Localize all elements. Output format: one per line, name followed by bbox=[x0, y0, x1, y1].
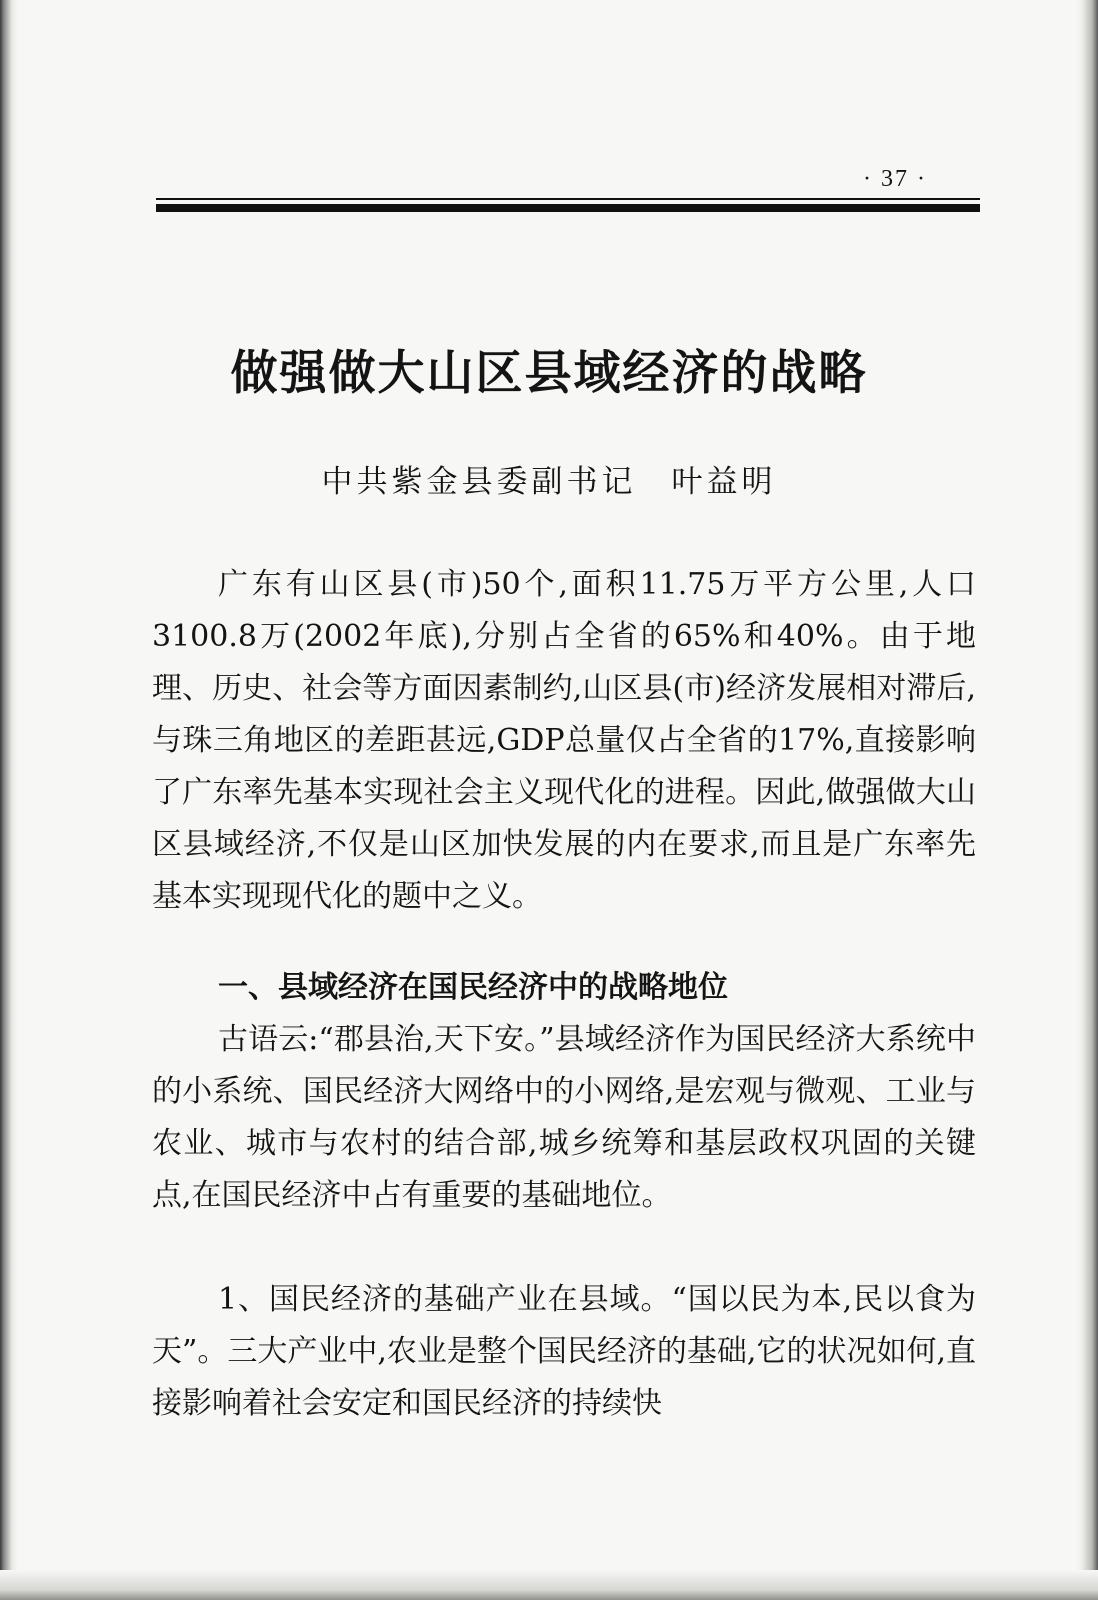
section-paragraph-point-1: 1、国民经济的基础产业在县域。“国以民为本,民以食为天”。三大产业中,农业是整个国民经济的基础,它的状况如何,直接影响着社会安定和国民经济的持续快 bbox=[152, 1282, 976, 1421]
page-number: · 37 · bbox=[863, 166, 927, 192]
section-paragraph: 古语云:“郡县治,天下安。”县域经济作为国民经济大系统中的小系统、国民经济大网络中的小网络,是宏观与微观、工业与农业、城市与农村的结合部,城乡统筹和基层政权巩固的关键点,在国民经济中占有重要的基础地位。 bbox=[152, 1022, 976, 1213]
scan-edge-left bbox=[0, 0, 18, 1600]
scan-edge-bottom bbox=[0, 1570, 1098, 1600]
scan-edge-right bbox=[1076, 0, 1098, 1600]
article-title: 做强做大山区县域经济的战略 bbox=[230, 346, 868, 401]
header-rule-thick bbox=[156, 204, 980, 212]
header-rule-thin bbox=[156, 198, 980, 200]
section-heading: 一、县域经济在国民经济中的战略地位 bbox=[218, 970, 728, 1005]
intro-paragraph: 广东有山区县(市)50个,面积11.75万平方公里,人口3100.8万(2002年底),分别占全省的65%和40%。由于地理、历史、社会等方面因素制约,山区县(市)经济发展相对滞后,与珠三角地区的差距甚远,GDP总量仅占全省的17%,直接影响了广东率先基本实现社会主义现代化的进程。因此,做强做大山区县域经济,不仅是山区加快发展的内在要求,而且是广东率先基本实现现代化的题中之义。 bbox=[152, 567, 976, 914]
author-byline: 中共紫金县委副书记 叶益明 bbox=[321, 464, 777, 500]
